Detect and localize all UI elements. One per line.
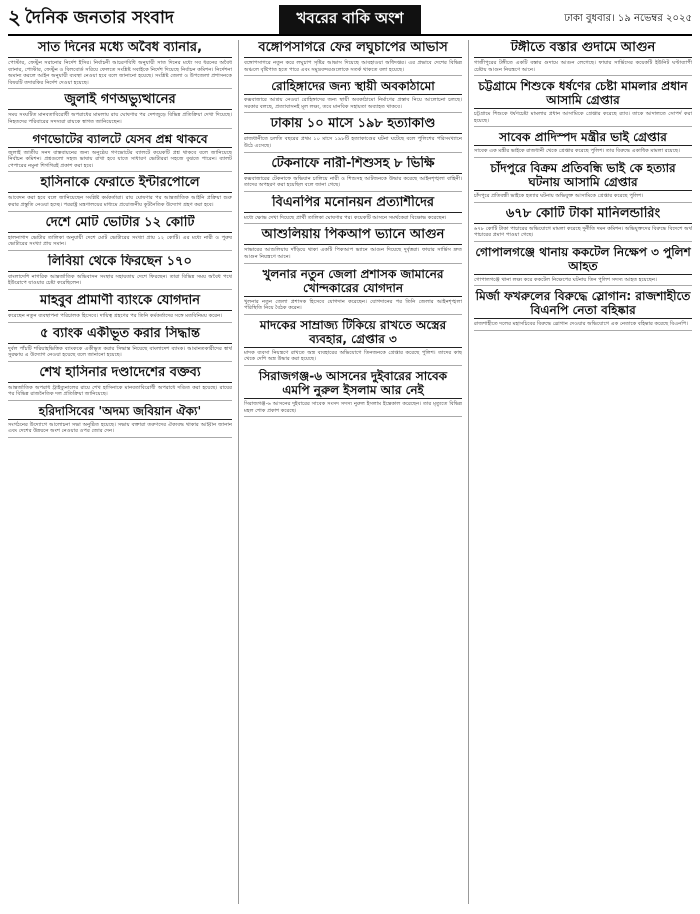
article	[244, 116, 462, 152]
headline-rule	[8, 382, 232, 383]
headline-rule	[8, 271, 232, 272]
article	[244, 267, 462, 315]
headline-rule	[474, 57, 692, 58]
headline-rule	[244, 347, 462, 348]
headline-rule	[244, 398, 462, 399]
article-body: রাজধানীতে চলতি বছরের প্রথম ১০ মাসে ১৯৮টি হত্যাকাণ্ডের ঘটনা ঘটেছে বলে পুলিশের পরিসংখ্যানে উঠে এসেছে।	[244, 136, 462, 149]
article-body: জুলাই জাতীয় সনদ বাস্তবায়নের জন্য অনুষ্ঠেয় গণভোটের ব্যালটে কয়েকটি প্রশ্ন থাকবে বলে জানিয়েছে নির্বাচন কমিশন। প্রশ্নগুলো সহজ ভাষায় রাখা হবে যাতে সাধারণ ভোটাররা সহজে বুঝতে পারেন। ব্যালট পেপারের নমুনা শিগগিরই প্রকাশ করা হবে।	[8, 149, 232, 169]
article	[8, 92, 232, 128]
article	[8, 326, 232, 362]
article-headline: ৫ ব্যাংক একীভূত করার সিদ্ধান্ত	[40, 325, 200, 341]
article-headline: দেশে মোট ভোটার ১২ কোটি	[45, 214, 195, 230]
article-body: মাদক ব্যবসা নিয়ন্ত্রণে রাখতে অস্ত্র ব্যবহারের অভিযোগে তিনজনকে গ্রেপ্তার করেছে পুলিশ। তাদের কাছ থেকে দেশি অস্ত্র উদ্ধার করা হয়েছে।	[244, 349, 462, 363]
article-body: মধ্যে ক্ষোভ দেখা দিয়েছে প্রার্থী তালিকা ঘোষণার পর। কয়েকটি আসনে সমর্থকেরা বিক্ষোভ করেছেন।	[244, 214, 447, 221]
article	[8, 293, 232, 323]
article-body: চট্টগ্রামে শিশুকে ধর্ষণচেষ্টা মামলার প্রধান আসামিকে গ্রেপ্তার করেছে র‍্যাব। তাকে আদালতে সোপর্দ করা হয়েছে।	[474, 111, 692, 124]
article	[244, 79, 462, 113]
article-headline: মাহবুব প্রামাণী ব্যাংকে যোগদান	[39, 292, 200, 308]
article-body: কক্সবাজারে আশ্রয় নেওয়া রোহিঙ্গাদের জন্য স্থায়ী অবকাঠামো নির্মাণের প্রস্তাব নিয়ে আলোচনা চলছে। সরকার বলছে, প্রত্যাবাসনই মূল লক্ষ্য, তবে মানবিক সহায়তা অব্যাহত থাকবে।	[244, 97, 462, 110]
article-body: সাবেক এক মন্ত্রীর ভাইকে রাজধানী থেকে গ্রেপ্তার করেছে পুলিশ। তার বিরুদ্ধে একাধিক মামলা রয়েছে।	[474, 148, 680, 155]
article-body: গাজীপুরের টঙ্গীতে একটি বস্তার গুদামে আগুন লেগেছে। ফায়ার সার্ভিসের কয়েকটি ইউনিট ঘণ্টাব্যাপী চেষ্টায় আগুন নিয়ন্ত্রণে আনে।	[474, 60, 692, 73]
headline-rule	[244, 57, 462, 58]
masthead	[8, 4, 692, 36]
article	[244, 369, 462, 417]
headline-rule	[244, 212, 462, 213]
article	[474, 161, 692, 203]
headline-rule	[8, 310, 232, 311]
headline-rule	[474, 274, 692, 275]
article-body: সংগঠনের উদ্যোগে আলোচনা সভা অনুষ্ঠিত হয়েছে। সভায় বক্তারা তরুণদের ঐক্যবদ্ধ থাকার আহ্বান জানান এবং দেশের উন্নয়নে অংশ নেওয়ার ওপর জোর দেন।	[8, 421, 232, 435]
columns	[8, 40, 692, 904]
article-headline: বিএনপির মনোনয়ন প্রত্যাশীদের	[271, 194, 435, 210]
article-headline: মাদকের সাম্রাজ্য টিকিয়ে রাখতে অস্ত্রের ব্যবহার, গ্রেপ্তার ৩	[259, 317, 447, 346]
article	[8, 132, 232, 173]
article	[8, 404, 232, 438]
headline-rule	[244, 173, 462, 174]
article-body: সময় সংঘটিত মানবতাবিরোধী অপরাধের মামলায় রায় ঘোষণার পর দেশজুড়ে বিভিন্ন প্রতিক্রিয়া দেখা দিয়েছে। নিহতদের পরিবারের সদস্যরা রায়কে স্বাগত জানিয়েছেন।	[8, 112, 232, 125]
headline-rule	[474, 108, 692, 109]
article	[8, 175, 232, 211]
article-body: পোস্টার, ফেস্টুন সরানোর নির্দেশ ইসির। নির্বাচনী আচরণবিধি অনুযায়ী সাত দিনের মধ্যে সব ধরনের অবৈধ ব্যানার, পোস্টার, ফেস্টুন ও বিলবোর্ড সরিয়ে ফেলতে সংশ্লিষ্ট সবাইকে নির্দেশ দিয়েছে নির্বাচন কমিশন। নির্দেশনা অমান্য করলে আইন অনুযায়ী ব্যবস্থা নেওয়া হবে বলে জানানো হয়েছে। সংশ্লিষ্ট জেলা ও উপজেলা প্রশাসনকে বিষয়টি তদারকির নির্দেশ দেওয়া হয়েছে।	[8, 60, 232, 86]
dateline: ঢাকা বুধবার। ১৯ নভেম্বর ২০২৫	[564, 12, 692, 24]
article-headline: সাত দিনের মধ্যে অবৈধ ব্যানার,	[37, 40, 203, 55]
article-body: সাভারের আশুলিয়ায় দাঁড়িয়ে থাকা একটি পিকআপ ভ্যানে আগুন দিয়েছে দুর্বৃত্তরা। ফায়ার সার্ভিস দ্রুত আগুন নিয়ন্ত্রণে আনে।	[244, 247, 462, 260]
page-number: ২	[8, 4, 22, 29]
article-body: কক্সবাজারের টেকনাফে অভিযান চালিয়ে নারী ও শিশুসহ আটজনকে উদ্ধার করেছে আইনশৃঙ্খলা বাহিনী। তাদের অপহরণ করা হয়েছিল বলে জানা গেছে।	[244, 175, 462, 189]
article-body: রাজশাহীতে দলের মহাসচিবের বিরুদ্ধে স্লোগান দেওয়ার অভিযোগে এক নেতাকে বহিষ্কার করেছে বিএনপি।	[474, 321, 689, 328]
headline-rule	[8, 192, 232, 193]
article	[474, 245, 692, 287]
article-body: বাংলাদেশি নাগরিক আন্তর্জাতিক অভিবাসন সংস্থার সহায়তায় দেশে ফিরছেন। তারা বিভিন্ন সময় অবৈধ পথে ইউরোপে যাওয়ার চেষ্টা করেছিলেন।	[8, 273, 232, 287]
article-headline: আশুলিয়ায় পিকআপ ভ্যানে আগুন	[261, 227, 445, 243]
article	[244, 195, 462, 225]
article	[244, 40, 462, 76]
article-body: সিরাজগঞ্জ-৬ আসনের দুইবারের সাবেক সংসদ সদস্য নুরুল ইসলাম ইন্তেকাল করেছেন। তার মৃত্যুতে বিভিন্ন মহল শোক প্রকাশ করেছে।	[244, 400, 462, 414]
article-headline: সাবেক প্রাদিস্পদ মন্ত্রীর ভাই গ্রেপ্তার	[499, 130, 667, 145]
article	[8, 365, 232, 401]
article	[8, 40, 232, 89]
article-headline: সিরাজগঞ্জ-৬ আসনের দুইবারের সাবেক এমপি নুরুল ইসলাম আর নেই	[258, 368, 448, 397]
article-headline: মির্জা ফখরুলের বিরুদ্ধে স্লোগান: রাজশাহীতে বিএনপি নেতা বহিষ্কার	[475, 289, 691, 318]
headline-rule	[474, 190, 692, 191]
article-headline: হাসিনাকে ফেরাতে ইন্টারপোলে	[40, 175, 200, 191]
article-headline: খুলনার নতুন জেলা প্রশাসক জামানের খোন্দকারের যোগদান	[262, 266, 444, 295]
headline-rule	[8, 57, 232, 58]
headline-rule	[8, 232, 232, 233]
article-body: আবেদন করা হবে বলে জানিয়েছেন সংশ্লিষ্ট কর্মকর্তারা। রায় ঘোষণার পর আন্তর্জাতিক আইনি প্রক্রিয়া শুরু করার প্রস্তুতি নেওয়া হচ্ছে। পররাষ্ট্র মন্ত্রণালয়ের মাধ্যমে প্রয়োজনীয় কূটনৈতিক উদ্যোগ গ্রহণ করা হবে।	[8, 195, 232, 208]
headline-rule	[244, 133, 462, 134]
article	[474, 40, 692, 76]
article-body: হালনাগাদ ভোটার তালিকা অনুযায়ী দেশে মোট ভোটারের সংখ্যা প্রায় ১২ কোটি। এর মধ্যে নারী ও পুরুষ ভোটারের সংখ্যা প্রায় সমান।	[8, 234, 232, 248]
article-body: ৬৭৮ কোটি টাকা পাচারের অভিযোগে মামলা করেছে দুর্নীতি দমন কমিশন। অভিযুক্তদের বিরুদ্ধে বিদেশে অর্থ পাচারের প্রমাণ পাওয়া গেছে।	[474, 225, 692, 239]
article	[474, 289, 692, 331]
section-title: খবরের বাকি অংশ	[279, 5, 422, 34]
article	[474, 130, 692, 158]
column-3	[468, 40, 692, 904]
masthead-left	[8, 3, 230, 36]
article-body: গোপালগঞ্জে থানা লক্ষ্য করে ককটেল নিক্ষেপের ঘটনায় তিন পুলিশ সদস্য আহত হয়েছেন।	[474, 276, 657, 283]
article-headline: শেখ হাসিনার দণ্ডাদেশের বক্তব্য	[39, 364, 201, 380]
paper-name: দৈনিক জনতার সংবাদ	[25, 8, 174, 28]
article	[244, 227, 462, 263]
headline-rule	[474, 318, 692, 319]
article-headline: গণভোটের ব্যালটে যেসব প্রশ্ন থাকবে	[32, 131, 208, 146]
article-headline: ৬৭৮ কোটি টাকা মানিলন্ডারিং	[505, 205, 661, 221]
article-body: করেছেন নতুন ব্যবস্থাপনা পরিচালক হিসেবে। দায়িত্ব গ্রহণের পর তিনি কর্মকর্তাদের সঙ্গে মতবিনিময় করেন।	[8, 312, 223, 319]
article-headline: টঙ্গীতে বস্তার গুদামে আগুন	[510, 40, 656, 55]
headline-rule	[474, 223, 692, 224]
headline-rule	[474, 145, 692, 146]
newspaper-page	[8, 4, 692, 906]
article	[8, 254, 232, 290]
masthead-center	[230, 5, 470, 34]
article	[8, 215, 232, 251]
article-headline: বঙ্গোপসাগরে ফের লঘুচাপের আভাস	[258, 40, 448, 55]
article-headline: হরিদাসিবের 'অদম্য জবিয়ান ঐক্য'	[38, 403, 202, 418]
headline-rule	[8, 109, 232, 110]
article-headline: চাঁদপুরে বিক্রম প্রতিবন্ধি ভাই কে হত্যার ঘটনায় আসামি গ্রেপ্তার	[490, 160, 676, 189]
article	[474, 79, 692, 127]
article-headline: চট্টগ্রামে শিশুকে ধর্ষণের চেষ্টা মামলার প্রধান আসামি গ্রেপ্তার	[478, 79, 688, 108]
article	[244, 156, 462, 192]
article-body: আন্তর্জাতিক অপরাধ ট্রাইব্যুনালের রায়ে শেখ হাসিনাকে মানবতাবিরোধী অপরাধে দণ্ডিত করা হয়েছে। রায়ের পর বিভিন্ন রাজনৈতিক দল প্রতিক্রিয়া জানিয়েছে।	[8, 384, 232, 398]
headline-rule	[244, 296, 462, 297]
headline-rule	[244, 244, 462, 245]
article-headline: ঢাকায় ১০ মাসে ১৯৮ হত্যাকাণ্ড	[270, 116, 436, 132]
article-body: খুলনার নতুন জেলা প্রশাসক হিসেবে যোগদান করেছেন। যোগদানের পর তিনি জেলার আইনশৃঙ্খলা পরিস্থিতি নিয়ে বৈঠক করেন।	[244, 298, 462, 312]
headline-rule	[244, 94, 462, 95]
article-headline: টেকনাফে নারী-শিশুসহ ৮ ভিক্ষি	[271, 155, 435, 171]
article	[474, 206, 692, 242]
article-body: দুর্বল পাঁচটি শরিয়াহভিত্তিক ব্যাংককে একীভূত করার সিদ্ধান্ত নিয়েছে বাংলাদেশ ব্যাংক। আমানতকারীদের স্বার্থ সুরক্ষায় এ উদ্যোগ নেওয়া হয়েছে বলে জানানো হয়েছে।	[8, 345, 232, 359]
article-body: চাঁদপুরে প্রতিবন্ধী ভাইকে হত্যার ঘটনায় অভিযুক্ত আসামিকে গ্রেপ্তার করেছে পুলিশ।	[474, 192, 644, 199]
headline-rule	[8, 419, 232, 420]
article-headline: রোহিঙ্গাদের জন্য স্থায়ী অবকাঠামো	[271, 79, 435, 94]
article-headline: গোপালগঞ্জে থানায় ককটেল নিক্ষেপ ৩ পুলিশ আহত	[475, 244, 691, 273]
article-headline: জুলাই গণঅভ্যুত্থানের	[64, 92, 176, 108]
article-body: বঙ্গোপসাগরে নতুন করে লঘুচাপ সৃষ্টির আভাস দিয়েছে আবহাওয়া অধিদপ্তর। এর প্রভাবে দেশের বিভিন্ন অঞ্চলে বৃষ্টিপাত হতে পারে এবং সমুদ্রবন্দরগুলোকে সতর্ক থাকতে বলা হয়েছে।	[244, 60, 462, 73]
article	[244, 318, 462, 366]
column-2	[238, 40, 462, 904]
article-headline: লিবিয়া থেকে ফিরছেন ১৭০	[48, 253, 192, 269]
headline-rule	[8, 147, 232, 148]
headline-rule	[8, 343, 232, 344]
column-1	[8, 40, 232, 904]
